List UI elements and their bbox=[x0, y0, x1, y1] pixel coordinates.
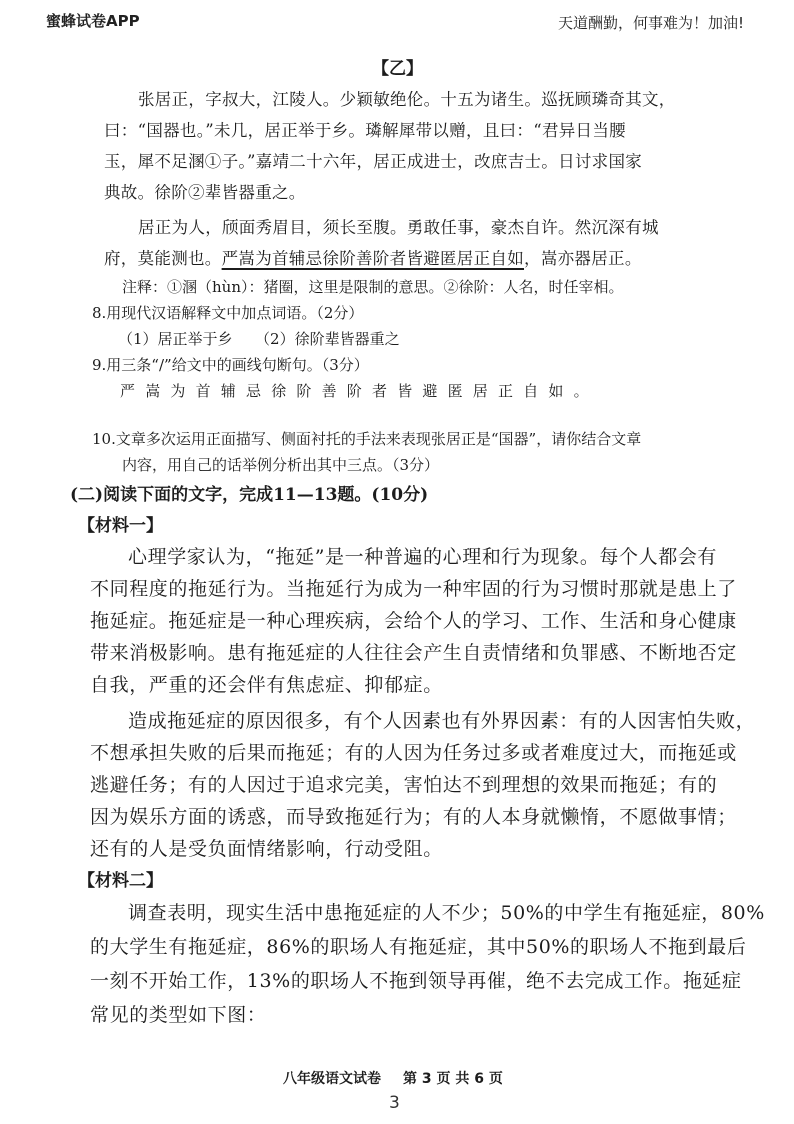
material-2-line-2: 的大学生有拖延症，86%的职场人有拖延症，其中50%的职场人不拖到最后 bbox=[90, 936, 747, 958]
material-1-line-5: 自我，严重的还会伴有焦虑症、抑郁症。 bbox=[90, 674, 443, 696]
material-1-line-10: 还有的人是受负面情绪影响，行动受阻。 bbox=[90, 838, 443, 860]
material-2-line-4: 常见的类型如下图： bbox=[90, 1004, 267, 1026]
question-8: 8.用现代汉语解释文中加点词语。（2分） bbox=[92, 304, 364, 322]
app-name: 蜜蜂试卷APP bbox=[46, 12, 140, 30]
classical-line-2: 曰：“国器也。”未几，居正举于乡。璘解犀带以赠，且曰：“君异日当腰 bbox=[104, 121, 626, 140]
question-9-sentence: 严嵩为首辅忌徐阶善阶者皆避匿居正自如。 bbox=[120, 382, 599, 400]
app-header-bar bbox=[0, 0, 794, 40]
material-2-line-1: 调查表明，现实生活中患拖延症的人不少；50%的中学生有拖延症，80% bbox=[128, 902, 765, 924]
material-1-line-3: 拖延症。拖延症是一种心理疾病，会给个人的学习、工作、生活和身心健康 bbox=[90, 610, 737, 632]
page-footer bbox=[283, 1068, 503, 1088]
question-9: 9.用三条“/”给文中的画线句断句。（3分） bbox=[92, 356, 369, 374]
material-1-line-6: 造成拖延症的原因很多，有个人因素也有外界因素：有的人因害怕失败， bbox=[128, 710, 756, 732]
passage-label-yi: 【乙】 bbox=[372, 59, 423, 79]
material-1-line-7: 不想承担失败的后果而拖延；有的人因为任务过多或者难度过大，而拖延或 bbox=[90, 742, 737, 764]
question-10-line-2: 内容，用自己的话举例分析出其中三点。（3分） bbox=[122, 456, 440, 474]
page-number: 3 bbox=[389, 1093, 400, 1113]
classical-line-5: 居正为人，颀面秀眉目，须长至腹。勇敢任事，豪杰自许。然沉深有城 bbox=[138, 218, 659, 237]
material-1-line-1: 心理学家认为，“拖延”是一种普遍的心理和行为现象。每个人都会有 bbox=[128, 546, 718, 568]
classical-line-1: 张居正，字叔大，江陵人。少颖敏绝伦。十五为诸生。巡抚顾璘奇其文， bbox=[138, 90, 676, 109]
material-1-line-2: 不同程度的拖延行为。当拖延行为成为一种牢固的行为习惯时那就是患上了 bbox=[90, 578, 737, 600]
question-10-line-1: 10.文章多次运用正面描写、侧面衬托的手法来表现张居正是“国器”，请你结合文章 bbox=[92, 430, 642, 448]
classical-line-6-post: ，嵩亦器居正。 bbox=[524, 249, 642, 268]
question-8-items: （1）居正举于乡 （2）徐阶辈皆器重之 bbox=[118, 330, 400, 348]
material-1-label: 【材料一】 bbox=[78, 516, 163, 536]
footer-subject: 八年级语文试卷 bbox=[283, 1071, 381, 1087]
footer-page-info: 第 3 页 共 6 页 bbox=[403, 1071, 503, 1087]
classical-line-6-pre: 府，莫能测也。 bbox=[104, 249, 222, 268]
material-2-line-3: 一刻不开始工作，13%的职场人不拖到领导再催，绝不去完成工作。拖延症 bbox=[90, 970, 742, 992]
classical-line-6 bbox=[104, 245, 642, 269]
underlined-sentence: 严嵩为首辅忌徐阶善阶者皆避匿居正自如 bbox=[221, 249, 525, 268]
material-1-line-9: 因为娱乐方面的诱惑，而导致拖延行为；有的人本身就懒惰，不愿做事情； bbox=[90, 806, 737, 828]
classical-line-3: 玉，犀不足溷①子。”嘉靖二十六年，居正成进士，改庶吉士。日讨求国家 bbox=[104, 152, 643, 171]
annotation-note: 注释：①溷（hùn）：猪圈，这里是限制的意思。②徐阶：人名，时任宰相。 bbox=[122, 278, 624, 296]
header-slogan: 天道酬勤，何事难为！加油! bbox=[557, 14, 744, 32]
material-1-line-8: 逃避任务；有的人因过于追求完美，害怕达不到理想的效果而拖延；有的 bbox=[90, 774, 718, 796]
classical-line-4: 典故。徐阶②辈皆器重之。 bbox=[104, 183, 306, 202]
section-2-title: (二)阅读下面的文字，完成11—13题。(10分) bbox=[70, 485, 429, 505]
material-1-line-4: 带来消极影响。患有拖延症的人往往会产生自责情绪和负罪感、不断地否定 bbox=[90, 642, 737, 664]
material-2-label: 【材料二】 bbox=[78, 871, 163, 891]
